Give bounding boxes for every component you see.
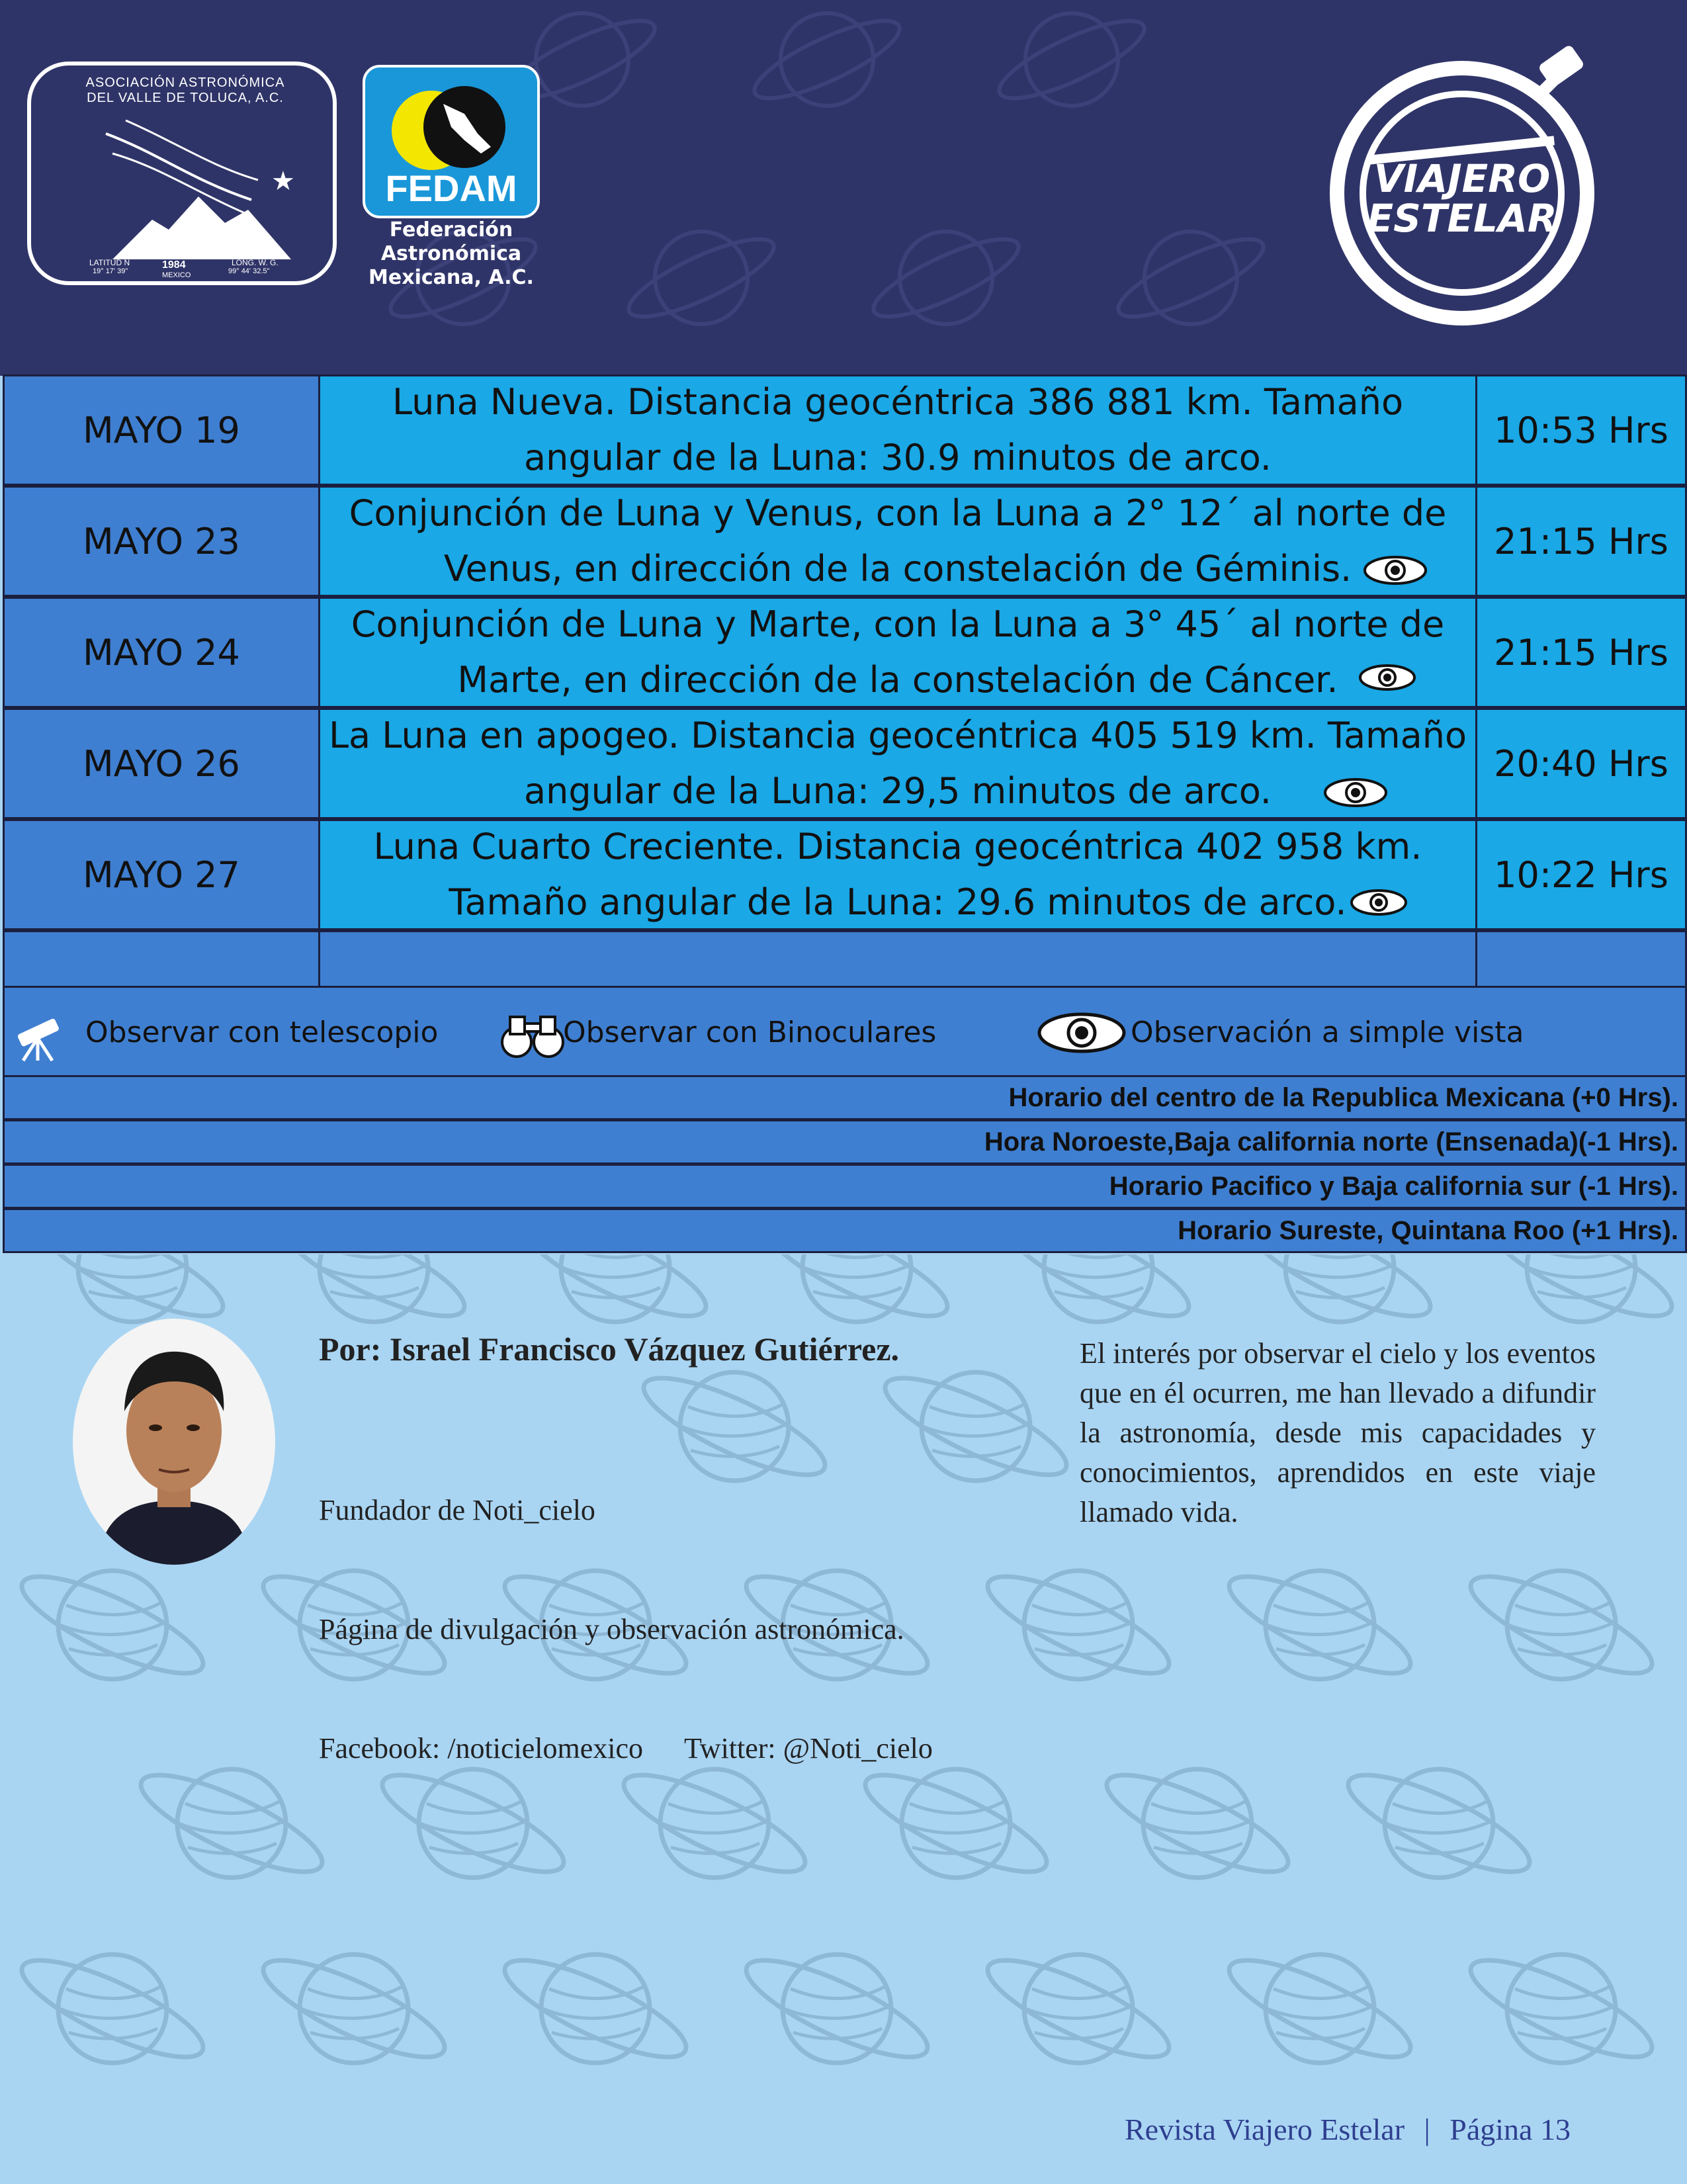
- fedam-sub-2: Astronómica: [380, 242, 522, 265]
- event-time: 10:22 Hrs: [1475, 819, 1687, 930]
- legend-telescope: Observar con telescopio: [85, 1016, 439, 1049]
- event-date: MAYO 23: [3, 486, 320, 597]
- timezone-row: Horario del centro de la Republica Mexicana (+0 Hrs).: [3, 1075, 1687, 1120]
- table-row: [3, 374, 1687, 486]
- event-description: [318, 486, 1477, 597]
- table-row-empty: [3, 930, 1687, 986]
- event-time: 20:40 Hrs: [1475, 708, 1687, 819]
- fedam-logo: [363, 65, 540, 218]
- fedam-label: FEDAM: [385, 167, 517, 209]
- telescope-icon: [14, 1013, 67, 1063]
- table-row: [3, 819, 1687, 930]
- avt-logo-text: ASOCIACIÓN ASTRONÓMICA DEL VALLE DE TOLUCA, A.C.: [85, 75, 285, 105]
- fedam-subtitle: [363, 218, 540, 290]
- event-description: [318, 819, 1477, 930]
- event-description-text: La Luna en apogeo. Distancia geocéntrica 405 519 km. Tamaño angular de la Luna: 29,5 minutos de arco.: [328, 715, 1467, 812]
- table-row: [3, 597, 1687, 708]
- svg-text:★: ★: [271, 166, 295, 197]
- avt-long: LONG. W. G.: [232, 258, 279, 267]
- event-date: MAYO 27: [3, 819, 320, 930]
- fedam-sub-3: Mexicana, A.C.: [368, 266, 534, 289]
- author-facebook: Facebook: /noticielomexico: [319, 1732, 643, 1765]
- event-date: MAYO 26: [3, 708, 320, 819]
- page-footer: [1125, 2112, 1571, 2147]
- eye-icon: [1322, 776, 1389, 809]
- event-description-text: Luna Cuarto Creciente. Distancia geocéntrica 402 958 km. Tamaño angular de la Luna: 29.6 minutos de arco.: [373, 826, 1422, 923]
- empty-cell: [318, 930, 1477, 988]
- author-details: [319, 1411, 933, 1808]
- table-row: [3, 708, 1687, 819]
- empty-cell: [1475, 930, 1687, 988]
- empty-cell: [3, 930, 320, 988]
- table-row: [3, 486, 1687, 597]
- event-date: MAYO 19: [3, 374, 320, 486]
- avt-country: MEXICO: [162, 271, 191, 279]
- event-description-text: Luna Nueva. Distancia geocéntrica 386 881 km. Tamaño angular de la Luna: 30.9 minutos de arco.: [392, 381, 1403, 478]
- event-description: [318, 597, 1477, 708]
- author-name: Por: Israel Francisco Vázquez Gutiérrez.: [319, 1331, 900, 1368]
- event-description: [318, 374, 1477, 486]
- author-role: Fundador de Noti_cielo: [319, 1494, 595, 1526]
- avt-lat: LATITUD N: [89, 258, 130, 267]
- page-header: [0, 0, 1687, 376]
- event-description-text: Conjunción de Luna y Marte, con la Luna a 3° 45´ al norte de Marte, en dirección de la constelación de Cáncer.: [351, 603, 1445, 701]
- timezone-row: Horario Pacifico y Baja california sur (-1 Hrs).: [3, 1164, 1687, 1209]
- footer-magazine: Revista Viajero Estelar: [1125, 2113, 1405, 2146]
- eye-icon: [1362, 554, 1428, 587]
- brand-line-1: VIAJERO: [1373, 156, 1551, 201]
- timezone-row: Hora Noroeste,Baja california norte (Ensenada)(-1 Hrs).: [3, 1119, 1687, 1164]
- viajero-estelar-logo: [1323, 40, 1614, 337]
- fedam-sub-1: Federación: [389, 218, 513, 241]
- event-time: 21:15 Hrs: [1475, 597, 1687, 708]
- eye-icon: [1037, 1010, 1127, 1055]
- author-bio: El interés por observar el cielo y los eventos que en él ocurren, me han llevado a difundir la astronomía, desde mis capacidades y conocimientos, aprendidos en este viaje llamado vida.: [1080, 1337, 1596, 1528]
- footer-page-number: Página 13: [1449, 2113, 1571, 2146]
- timezone-row: Horario Sureste, Quintana Roo (+1 Hrs).: [3, 1208, 1687, 1253]
- viajero-estelar-text: [1363, 156, 1561, 241]
- avt-founded: FUNDADA EN: [139, 250, 199, 261]
- avt-long-value: 99° 44' 32.5": [228, 267, 270, 275]
- footer-divider: |: [1424, 2113, 1430, 2146]
- eye-icon: [1349, 887, 1408, 918]
- author-social: [319, 1729, 933, 1769]
- event-description-text: Conjunción de Luna y Venus, con la Luna a 2° 12´ al norte de Venus, en dirección de la constelación de Géminis.: [349, 492, 1447, 590]
- avt-year: 1984: [162, 259, 186, 271]
- event-time: 10:53 Hrs: [1475, 374, 1687, 486]
- observation-legend: [3, 986, 1687, 1077]
- avatar: [73, 1319, 275, 1565]
- legend-binoculars: Observar con Binoculares: [563, 1016, 937, 1049]
- author-page: Página de divulgación y observación astronómica.: [319, 1613, 904, 1645]
- author-twitter: Twitter: @Noti_cielo: [683, 1732, 933, 1765]
- avt-logo: [26, 61, 337, 286]
- event-description: [318, 708, 1477, 819]
- event-time: 21:15 Hrs: [1475, 486, 1687, 597]
- avt-lat-value: 19° 17' 39": [93, 267, 128, 275]
- eye-icon: [1358, 662, 1417, 693]
- brand-line-2: ESTELAR: [1367, 196, 1557, 241]
- event-date: MAYO 24: [3, 597, 320, 708]
- legend-naked-eye: Observación a simple vista: [1131, 1016, 1524, 1049]
- binoculars-icon: [498, 1012, 567, 1059]
